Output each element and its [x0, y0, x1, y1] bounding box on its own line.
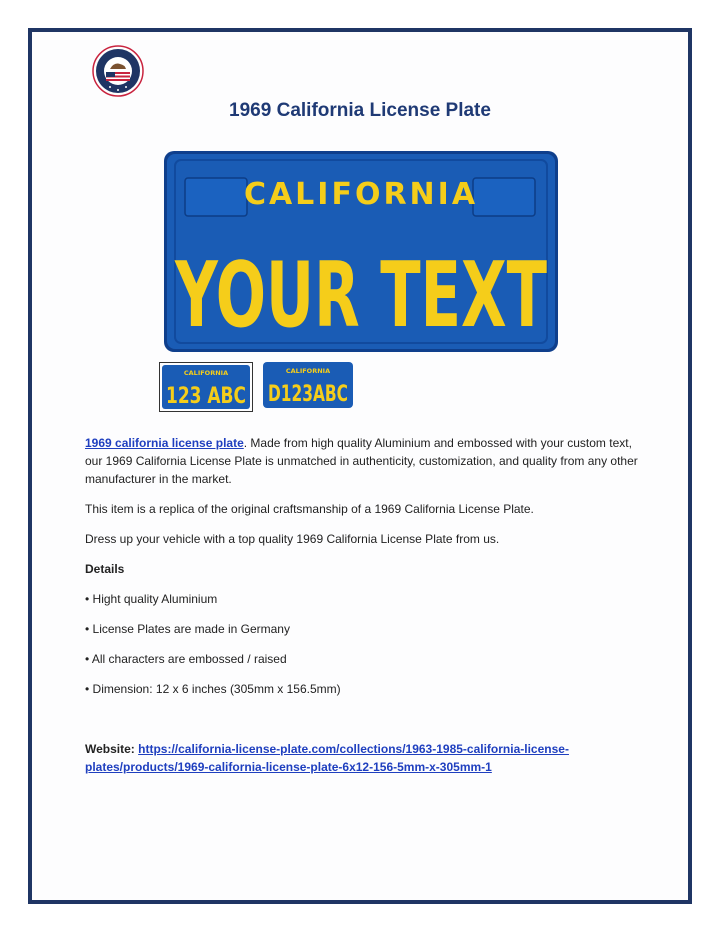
product-link[interactable]: 1969 california license plate — [85, 436, 244, 450]
bullet-item: • Hight quality Aluminium — [85, 592, 218, 606]
thumb-2-text: D123ABC — [268, 382, 348, 407]
intro-paragraph — [85, 434, 645, 488]
website-link[interactable]: https://california-license-plate.com/collections/1963-1985-california-license-plates/products/1969-california-license-plate-6x12-156-5mm-x-305mm-1 — [85, 742, 569, 774]
thumbnail-plate-2[interactable] — [263, 362, 353, 412]
bullet-item: • All characters are embossed / raised — [85, 652, 287, 666]
website-line — [85, 740, 645, 776]
paragraph-replica: This item is a replica of the original craftsmanship of a 1969 California License Plate. — [85, 502, 534, 516]
main-plate-image — [163, 150, 559, 353]
website-label: Website: — [85, 742, 135, 756]
thumb-1-text: 123 ABC — [166, 384, 246, 409]
intro-text: . Made from high quality Aluminium and embossed with your custom text, our 1969 California License Plate is unmatched in authenticity, customization, and quality from any other manufacturer in the market. — [85, 436, 638, 486]
sticker-slot-right — [473, 178, 535, 216]
paragraph-dress-up: Dress up your vehicle with a top quality 1969 California License Plate from us. — [85, 532, 500, 546]
sticker-slot-left — [185, 178, 247, 216]
thumbnail-plate-1[interactable] — [159, 362, 253, 412]
california-license-plate-badge-icon — [92, 45, 144, 97]
thumb-2-state: CALIFORNIA — [285, 367, 331, 375]
logo — [92, 45, 144, 97]
details-heading: Details — [85, 562, 125, 576]
bullet-item: • License Plates are made in Germany — [85, 622, 290, 636]
plate-text: YOUR TEXT — [174, 243, 547, 348]
plate-state: CALIFORNIA — [243, 177, 479, 212]
bullet-item: • Dimension: 12 x 6 inches (305mm x 156.5mm) — [85, 682, 341, 696]
thumb-1-state: CALIFORNIA — [183, 369, 229, 377]
description-section — [85, 434, 645, 710]
page-title: 1969 California License Plate — [229, 100, 491, 121]
